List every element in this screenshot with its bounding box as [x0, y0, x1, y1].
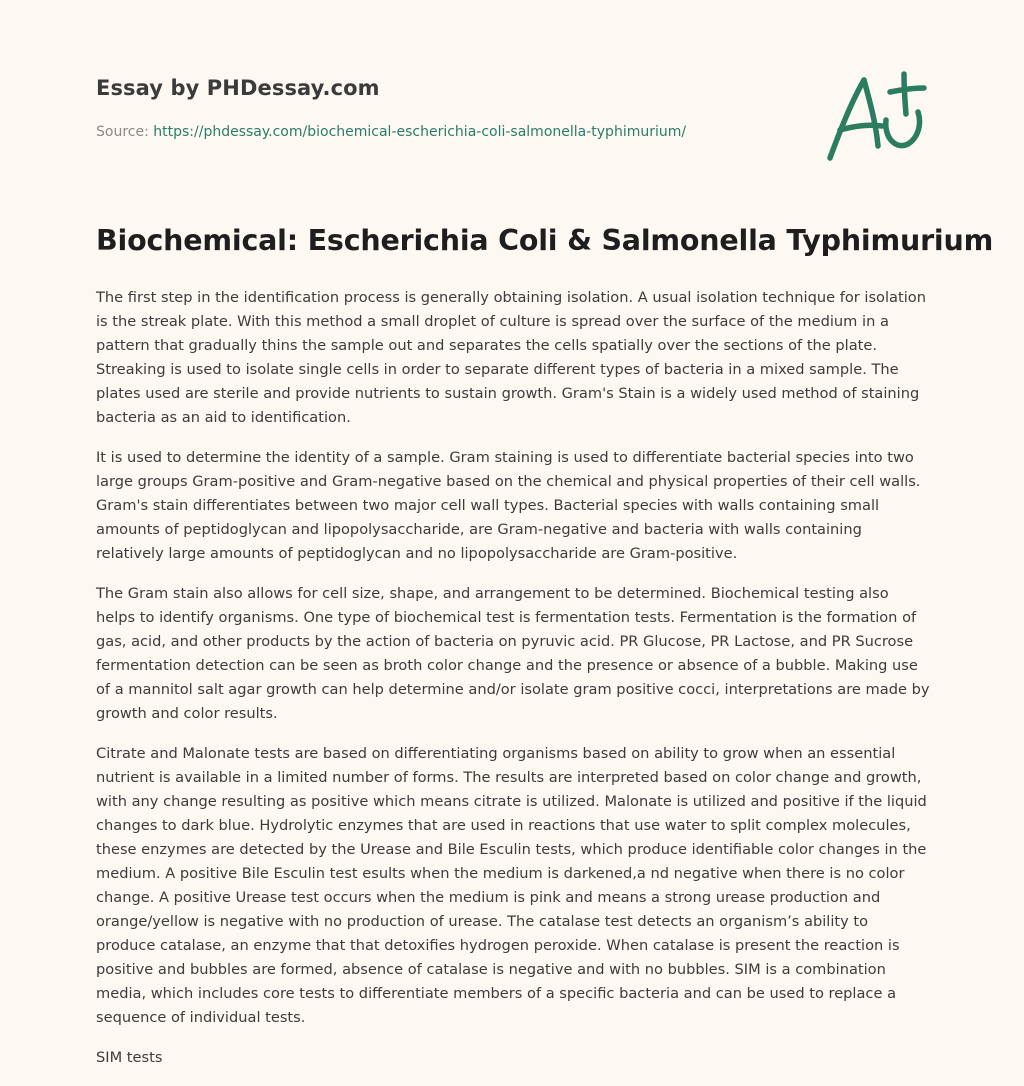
paragraph: Citrate and Malonate tests are based on differentiating organisms based on ability to grow when an essential nutrient is available in a limited number of forms. The results are interpreted based on color change and growth, with any change resulting as positive which means citrate is utilized. Malonate is utilized and positive if the liquid changes to dark blue. Hydrolytic enzymes that are used in reactions that use water to split complex molecules, these enzymes are detected by the Urease and Bile Esculin tests, which produce identifiable color changes in the medium. A positive Bile Esculin test esults when the medium is darkened,a nd negative when there is no color change. A positive Urease test occurs when the medium is pink and means a strong urease production and orange/yellow is negative with no production of urease. The catalase test detects an organism’s ability to produce catalase, an enzyme that that detoxifies hydrogen peroxide. When catalase is present the reaction is positive and bubbles are formed, absence of catalase is negative and with no bubbles. SIM is a combination media, which includes core tests to differentiate members of a specific bacteria and can be used to replace a sequence of individual tests.: [96, 745, 927, 1026]
site-brand: Essay by PHDessay.com: [96, 76, 380, 100]
paragraph: It is used to determine the identity of a sample. Gram staining is used to differentiate bacterial species into two large groups Gram-positive and Gram-negative based on the chemical and physical properties of their cell walls. Gram's stain differentiates between two major cell wall types. Bacterial species with walls containing small amounts of peptidoglycan and lipopolysaccharide, are Gram-negative and bacteria with walls containing relatively large amounts of peptidoglycan and no lipopolysaccharide are Gram-positive.: [96, 449, 921, 562]
source-label: Source:: [96, 124, 154, 140]
source-line: [96, 124, 686, 140]
essay-title: Biochemical: Escherichia Coli & Salmonella Typhimurium: [96, 224, 994, 257]
essay-body: [96, 286, 932, 1086]
source-link[interactable]: https://phdessay.com/biochemical-escherichia-coli-salmonella-typhimurium/: [153, 124, 687, 140]
a-plus-logo: [820, 66, 932, 166]
paragraph-subheading: SIM tests: [96, 1049, 163, 1066]
paragraph: The first step in the identification process is generally obtaining isolation. A usual isolation technique for isolation is the streak plate. With this method a small droplet of culture is spread over the surface of the medium in a pattern that gradually thins the sample out and separates the cells spatially over the sections of the plate. Streaking is used to isolate single cells in order to separate different types of bacteria in a mixed sample. The plates used are sterile and provide nutrients to sustain growth. Gram's Stain is a widely used method of staining bacteria as an aid to identification.: [96, 289, 926, 426]
paragraph: The Gram stain also allows for cell size, shape, and arrangement to be determined. Biochemical testing also helps to identify organisms. One type of biochemical test is fermentation tests. Fermentation is the formation of gas, acid, and other products by the action of bacteria on pyruvic acid. PR Glucose, PR Lactose, and PR Sucrose fermentation detection can be seen as broth color change and the presence or absence of a bubble. Making use of a mannitol salt agar growth can help determine and/or isolate gram positive cocci, interpretations are made by growth and color results.: [96, 585, 930, 722]
